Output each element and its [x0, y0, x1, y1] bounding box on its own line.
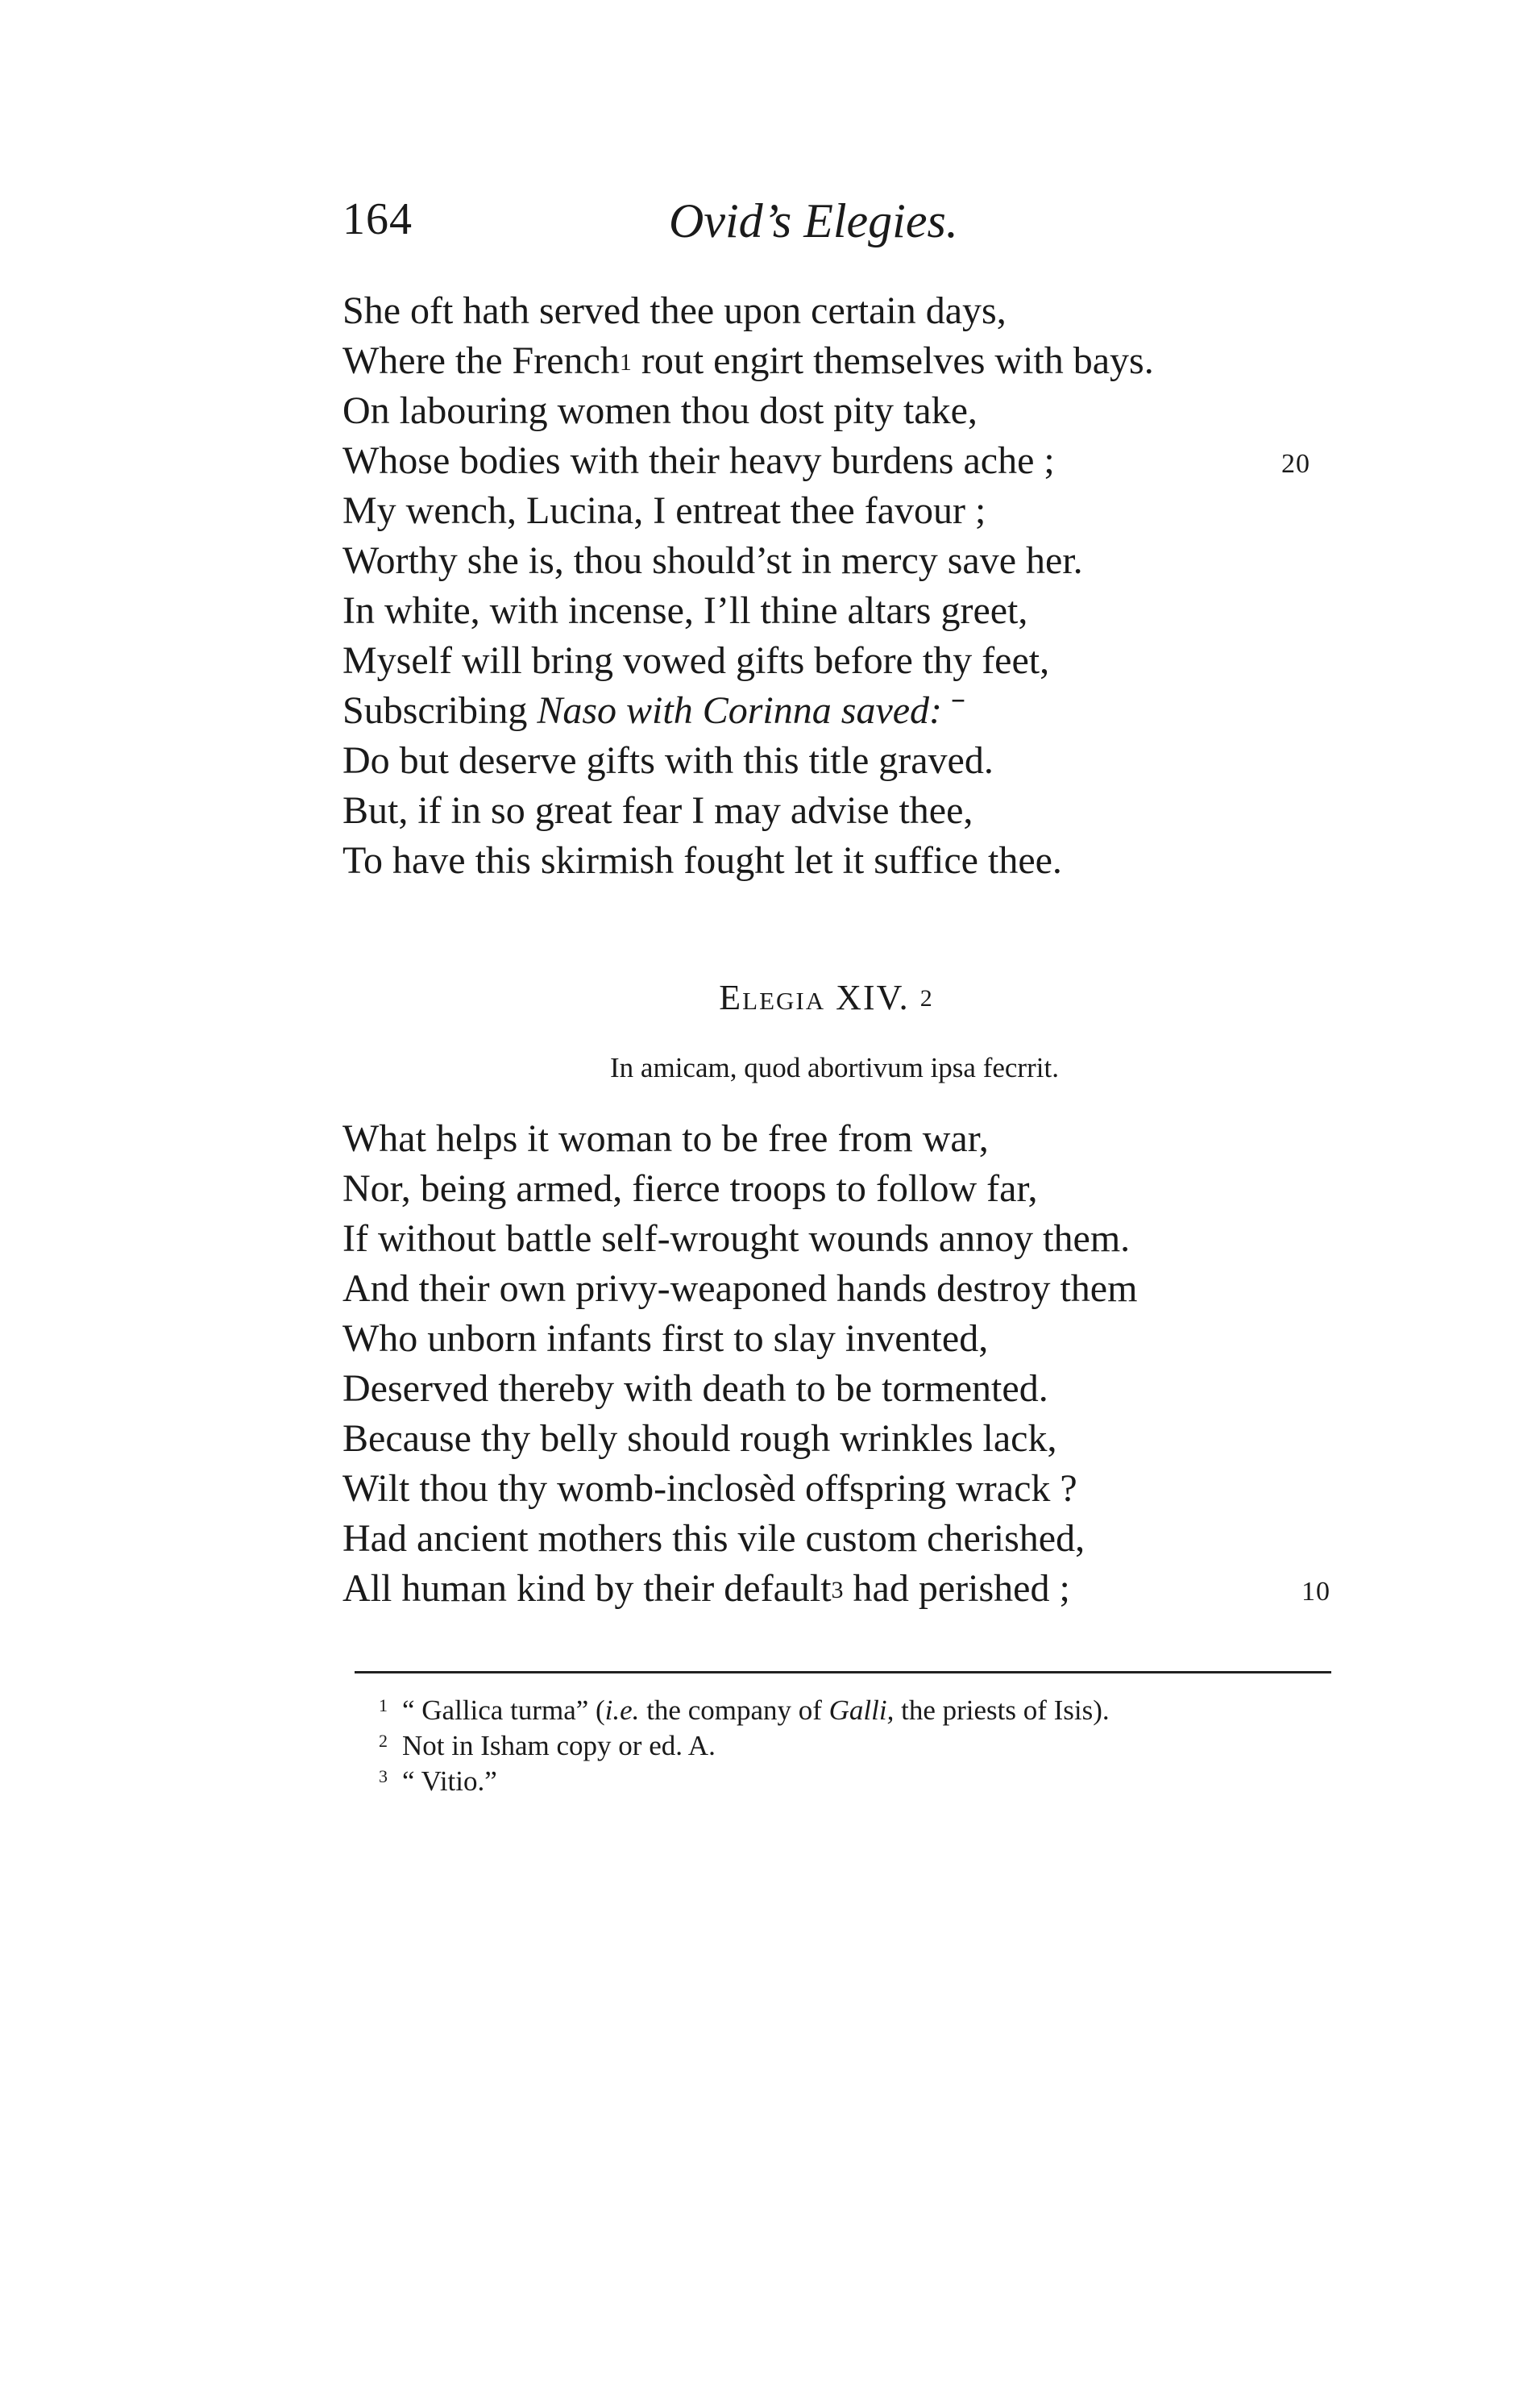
footnote-number: 3	[379, 1766, 388, 1786]
elegy-subtitle: In amicam, quod abortivum ipsa fecrrit.	[610, 1052, 1059, 1083]
page-header	[342, 193, 1390, 266]
footnote-number: 2	[379, 1731, 388, 1751]
footnote: $^2$ Not in Isham copy or ed. A.	[379, 1730, 716, 1761]
verse-line: All human kind by their default$^3$ had perished ; 10	[342, 1564, 1390, 1614]
running-title: Ovid’s Elegies.	[669, 194, 958, 247]
verse-line: Deserved thereby with death to be tormented.	[342, 1367, 1048, 1410]
footnote-marker: 3	[831, 1577, 844, 1603]
footnote-number: 1	[379, 1695, 388, 1715]
verse-line: Where the French$^1$ rout engirt themselves with bays.	[342, 339, 1154, 382]
verse-line: Wilt thou thy womb-inclosèd offspring wrack ?	[342, 1467, 1077, 1510]
line-number: 10	[1301, 1577, 1330, 1607]
verse-line: Worthy she is, thou should’st in mercy save her.	[342, 539, 1083, 582]
verse-line: On labouring women thou dost pity take,	[342, 389, 978, 432]
verse-line: To have this skirmish fought let it suffice thee.	[342, 839, 1062, 882]
poem-stanza-1	[342, 286, 1390, 886]
verse-line: Subscribing Naso with Corinna saved: ˉ	[342, 689, 965, 732]
verse-line: Had ancient mothers this vile custom cherished,	[342, 1517, 1085, 1560]
inscription-text: Naso with Corinna saved:	[537, 689, 943, 732]
verse-line: What helps it woman to be free from war,	[342, 1117, 989, 1160]
footnote-divider	[355, 1671, 1331, 1673]
verse-line: Myself will bring vowed gifts before thy feet,	[342, 639, 1050, 682]
verse-line: In white, with incense, I’ll thine altars greet,	[342, 589, 1028, 632]
verse-line: Who unborn infants first to slay invented,	[342, 1317, 989, 1360]
elegy-heading: Elegia XIV. $^2$	[719, 978, 934, 1017]
verse-line: My wench, Lucina, I entreat thee favour ;	[342, 489, 986, 532]
page-number: 164	[342, 194, 413, 244]
line-number: 20	[1281, 449, 1310, 479]
footnote-marker: 1	[619, 349, 632, 376]
verse-line: But, if in so great fear I may advise thee,	[342, 789, 973, 832]
footnote: $^1$ “ Gallica turma” (i.e. the company of Galli, the priests of Isis).	[379, 1694, 1110, 1726]
verse-line: If without battle self-wrought wounds annoy them.	[342, 1217, 1131, 1260]
verse-line: Because thy belly should rough wrinkles lack,	[342, 1417, 1057, 1460]
footnote-marker: 2	[919, 985, 934, 1012]
footnote: $^3$ “ Vitio.”	[379, 1765, 497, 1797]
verse-line: And their own privy-weaponed hands destroy them	[342, 1267, 1138, 1310]
footnotes	[379, 1693, 1426, 1799]
verse-line: Nor, being armed, fierce troops to follow far,	[342, 1167, 1038, 1210]
poem-stanza-2	[342, 1114, 1390, 1614]
verse-line: Whose bodies with their heavy burdens ache ; 20	[342, 436, 1390, 486]
verse-line: She oft hath served thee upon certain days,	[342, 289, 1007, 332]
verse-line: Do but deserve gifts with this title graved.	[342, 739, 994, 782]
